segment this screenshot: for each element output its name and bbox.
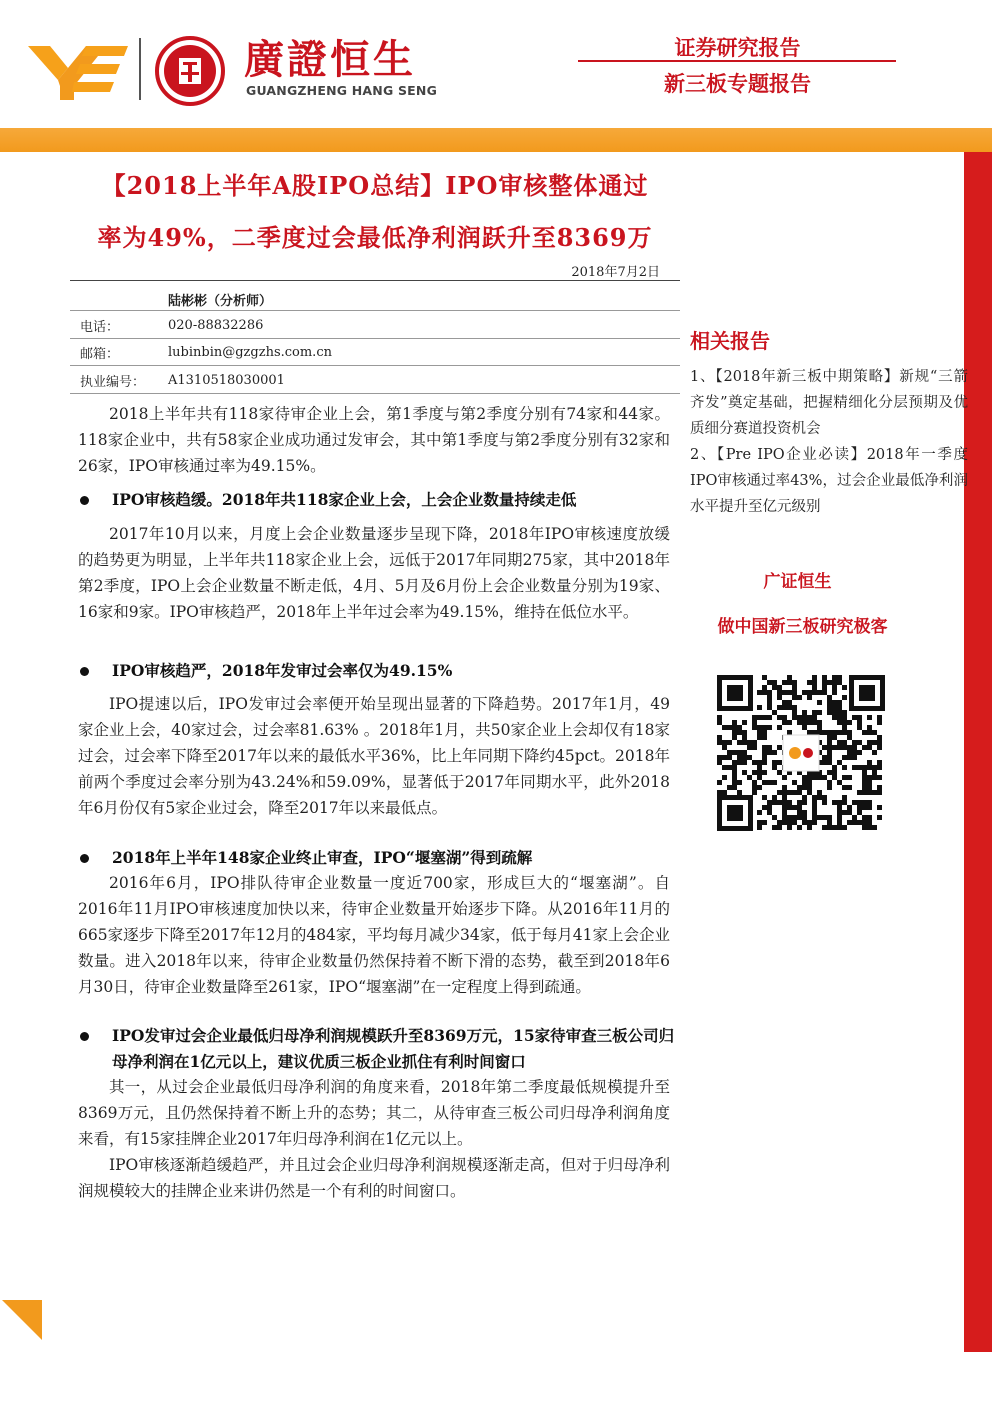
analyst-rule [70,393,680,394]
intro-paragraph [78,401,670,479]
slogan-text: 做中国新三板研究极客 [717,617,888,637]
bullet-icon [80,1032,89,1041]
section-4-paragraph [78,1074,670,1204]
section-heading-3 [78,845,678,871]
section-heading-4 [78,1023,678,1075]
related-report-item[interactable]: 2、【Pre IPO企业必读】2018年一季度IPO审核通过率43%，过会企业最低净利润水平提升至亿元级别 [690,447,968,515]
analyst-rule [70,310,680,311]
header-orange-bar [0,128,992,152]
section-1-text: 2017年10月以来，月度上会企业数量逐步呈现下降，2018年IPO审核速度放缓的趋势更为明显，上半年共118家企业上会，远低于2017年同期275家，其中2018年第2季度，IPO上会企业数量不断走低，4月、5月及6月份上会企业数量分别为19家、16家和9家。IPO审核趋严，2018年上半年过会率为49.15%，维持在低位水平。 [78,525,670,621]
brand-name-cn: 廣證恒生 [244,37,416,83]
report-date: 2018年7月2日 [571,265,660,280]
bullet-icon [80,667,89,676]
report-title-line1: 【2018上半年A股IPO总结】IPO审核整体通过 [101,171,649,200]
company-logo-icon [28,40,128,102]
report-title-line2: 率为49%，二季度过会最低净利润跃升至8369万 [97,223,653,252]
bullet-icon [80,854,89,863]
phone-label: 电话： [80,320,120,335]
license-value: A1310518030001 [168,373,285,388]
logo-divider [139,38,141,100]
report-type: 证券研究报告 [674,36,801,60]
section-heading-2 [78,658,678,684]
phone-value: 020-88832286 [168,318,264,333]
slogan-brand: 广证恒生 [763,572,832,592]
analyst-name: 陆彬彬（分析师） [168,294,273,309]
brand-name-en: GUANGZHENG HANG SENG [246,83,438,98]
section-4-text-1: 其一，从过会企业最低归母净利润的角度来看，2018年第二季度最低规模提升至8369万元，且仍然保持着不断上升的态势；其二，从待审查三板公司归母净利润角度来看，有15家挂牌企业2017年归母净利润在1亿元以上。 [78,1078,670,1148]
bullet-icon [80,496,89,505]
qr-code-icon [715,673,887,833]
section-heading-3-text: 2018年上半年148家企业终止审查，IPO“堰塞湖”得到疏解 [112,848,533,867]
section-2-paragraph [78,691,670,821]
section-1-paragraph [78,521,670,625]
section-heading-4-text: IPO发审过会企业最低归母净利润规模跃升至8369万元，15家待审查三板公司归母净利润在1亿元以上，建议优质三板企业抓住有利时间窗口 [112,1026,675,1071]
section-heading-1-text: IPO审核趋缓。2018年共118家企业上会，上会企业数量持续走低 [112,490,577,509]
corner-decoration [2,1300,42,1340]
section-2-text: IPO提速以后，IPO发审过会率便开始呈现出显著的下降趋势。2017年1月，49家企业上会，40家过会，过会率81.63% 。2018年1月，共50家企业上会却仅有18家过会，过会率下降至2017年以来的最低水平36%，比上年同期下降约45pct。2018年前两个季度过会率分别为43.24%和59.09%，显著低于2017年同期水平，此外2018年6月份仅有5家企业过会，降至2017年以来最低点。 [78,695,670,817]
report-subtype: 新三板专题报告 [664,72,811,96]
section-3-paragraph [78,870,670,1000]
report-type-rule [578,60,896,62]
analyst-rule [70,365,680,366]
related-reports-list [690,364,968,520]
related-reports-title: 相关报告 [690,329,770,353]
intro-text: 2018上半年共有118家待审企业上会，第1季度与第2季度分别有74家和44家。118家企业中，共有58家企业成功通过发审会，其中第1季度与第2季度分别有32家和26家，IPO审核通过率为49.15%。 [78,405,670,475]
seal-logo-icon [155,36,225,106]
license-label: 执业编号： [80,375,146,390]
email-label: 邮箱： [80,347,120,362]
side-red-bar [964,152,992,1352]
title-rule [70,280,680,281]
section-heading-1 [78,487,678,513]
section-4-text-2: IPO审核逐渐趋缓趋严，并且过会企业归母净利润规模逐渐走高，但对于归母净利润规模较大的挂牌企业来讲仍然是一个有利的时间窗口。 [78,1156,670,1200]
section-3-text: 2016年6月，IPO排队待审企业数量一度近700家，形成巨大的“堰塞湖”。自2016年11月IPO审核速度加快以来，待审企业数量开始逐步下降。从2016年11月的665家逐步下降至2017年12月的484家，平均每月减少34家，低于每月41家上会企业数量。进入2018年以来，待审企业数量仍然保持着不断下滑的态势，截至到2018年6月30日，待审企业数量降至261家，IPO“堰塞湖”在一定程度上得到疏通。 [78,874,670,996]
email-value: lubinbin@gzgzhs.com.cn [168,345,332,360]
section-heading-2-text: IPO审核趋严，2018年发审过会率仅为49.15% [112,661,453,680]
related-report-item[interactable]: 1、【2018年新三板中期策略】新规“三箭齐发”奠定基础，把握精细化分层预期及优质细分赛道投资机会 [690,369,968,437]
analyst-rule [70,338,680,339]
